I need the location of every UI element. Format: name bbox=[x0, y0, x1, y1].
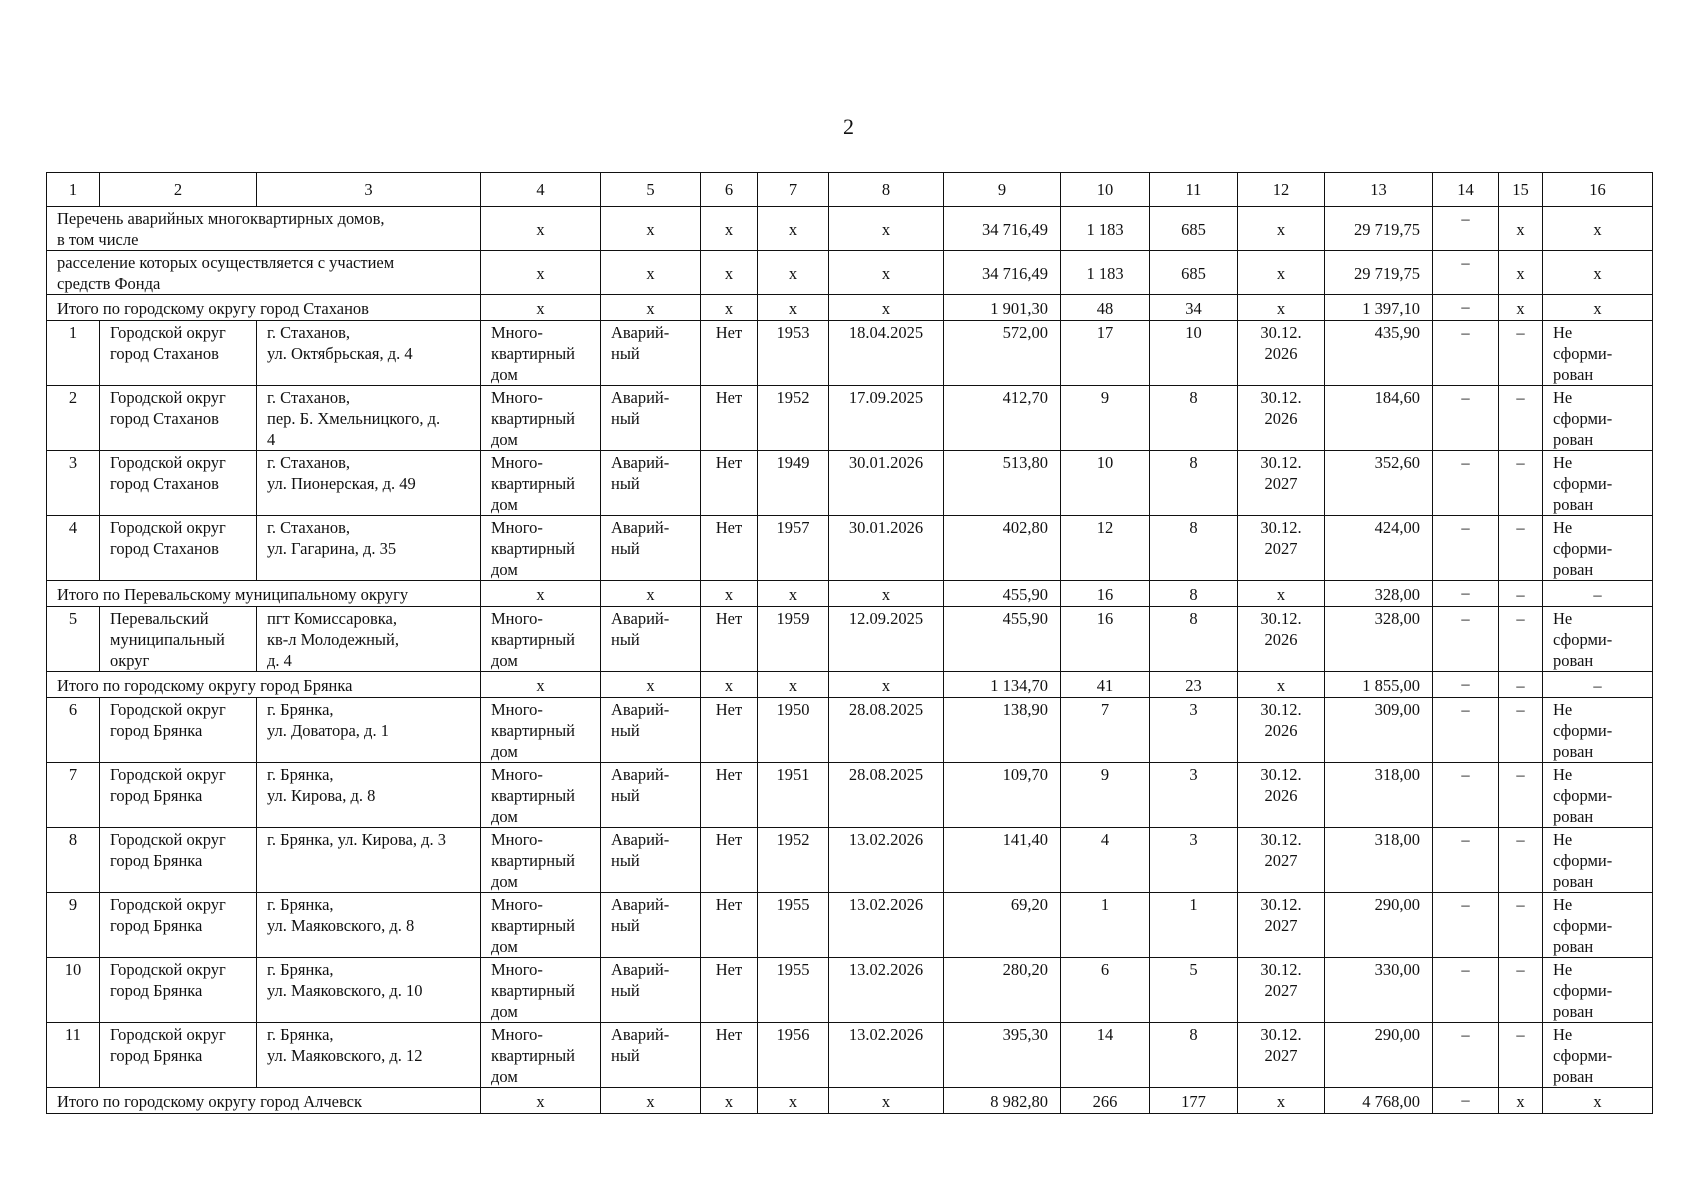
cell: – bbox=[1433, 828, 1499, 893]
year-cell: 1959 bbox=[758, 607, 829, 672]
summary-cell: x bbox=[829, 295, 944, 321]
year-cell: 1952 bbox=[758, 828, 829, 893]
cell: Нет bbox=[701, 516, 758, 581]
table-row bbox=[47, 1023, 1653, 1088]
date-cell: 13.02.2026 bbox=[829, 1023, 944, 1088]
cell: – bbox=[1433, 451, 1499, 516]
summary-cell: x bbox=[481, 672, 601, 698]
summary-cell: x bbox=[601, 295, 701, 321]
table-row bbox=[47, 893, 1653, 958]
cost-cell: 328,00 bbox=[1325, 607, 1433, 672]
cell: 10 bbox=[1150, 321, 1238, 386]
cell: 8 bbox=[1150, 386, 1238, 451]
summary-cell: x bbox=[1543, 1088, 1653, 1114]
cell: – bbox=[1499, 451, 1543, 516]
column-number: 10 bbox=[1061, 173, 1150, 207]
summary-cell: x bbox=[1543, 251, 1653, 295]
date-cell: 13.02.2026 bbox=[829, 893, 944, 958]
column-number: 11 bbox=[1150, 173, 1238, 207]
cell: Нет bbox=[701, 321, 758, 386]
year-cell: 1951 bbox=[758, 763, 829, 828]
cell: 12 bbox=[1061, 516, 1150, 581]
emergency-housing-table bbox=[46, 172, 1653, 1114]
row-number: 10 bbox=[47, 958, 100, 1023]
column-number: 16 bbox=[1543, 173, 1653, 207]
cell: 8 bbox=[1150, 516, 1238, 581]
building-type-cell: Много- квартирный дом bbox=[481, 321, 601, 386]
cell: 3 bbox=[1150, 763, 1238, 828]
cell: 17 bbox=[1061, 321, 1150, 386]
cell: 3 bbox=[1150, 698, 1238, 763]
summary-cell: – bbox=[1433, 207, 1499, 251]
cell: 1 bbox=[1150, 893, 1238, 958]
summary-cell: x bbox=[829, 251, 944, 295]
cell: – bbox=[1499, 516, 1543, 581]
district-cell: Городской округ город Брянка bbox=[100, 958, 257, 1023]
summary-cell: x bbox=[701, 1088, 758, 1114]
address-cell: пгт Комиссаровка, кв-л Молодежный, д. 4 bbox=[257, 607, 481, 672]
address-cell: г. Стаханов, пер. Б. Хмельницкого, д. 4 bbox=[257, 386, 481, 451]
cell: – bbox=[1499, 958, 1543, 1023]
resettlement-cell: Не сформи- рован bbox=[1543, 893, 1653, 958]
table-row bbox=[47, 607, 1653, 672]
date-cell: 30.01.2026 bbox=[829, 516, 944, 581]
deadline-cell: 30.12. 2027 bbox=[1238, 516, 1325, 581]
column-number: 8 bbox=[829, 173, 944, 207]
summary-label: Итого по городскому округу город Брянка bbox=[47, 672, 481, 698]
summary-row bbox=[47, 581, 1653, 607]
cell: – bbox=[1433, 1023, 1499, 1088]
summary-cell: x bbox=[1499, 1088, 1543, 1114]
summary-cell: 34 bbox=[1150, 295, 1238, 321]
date-cell: 28.08.2025 bbox=[829, 698, 944, 763]
resettlement-cell: Не сформи- рован bbox=[1543, 451, 1653, 516]
row-number: 6 bbox=[47, 698, 100, 763]
date-cell: 12.09.2025 bbox=[829, 607, 944, 672]
cell: Нет bbox=[701, 386, 758, 451]
column-number: 7 bbox=[758, 173, 829, 207]
summary-cell: x bbox=[701, 295, 758, 321]
row-number: 1 bbox=[47, 321, 100, 386]
deadline-cell: 30.12. 2026 bbox=[1238, 607, 1325, 672]
cell: 5 bbox=[1150, 958, 1238, 1023]
district-cell: Городской округ город Брянка bbox=[100, 1023, 257, 1088]
table-row bbox=[47, 828, 1653, 893]
date-cell: 13.02.2026 bbox=[829, 828, 944, 893]
summary-cell: x bbox=[601, 581, 701, 607]
area-cell: 141,40 bbox=[944, 828, 1061, 893]
address-cell: г. Брянка, ул. Доватора, д. 1 bbox=[257, 698, 481, 763]
building-type-cell: Много- квартирный дом bbox=[481, 893, 601, 958]
resettlement-cell: Не сформи- рован bbox=[1543, 1023, 1653, 1088]
year-cell: 1956 bbox=[758, 1023, 829, 1088]
table-row bbox=[47, 321, 1653, 386]
deadline-cell: 30.12. 2027 bbox=[1238, 893, 1325, 958]
column-number: 6 bbox=[701, 173, 758, 207]
address-cell: г. Стаханов, ул. Октябрьская, д. 4 bbox=[257, 321, 481, 386]
summary-cell: x bbox=[758, 672, 829, 698]
column-number: 1 bbox=[47, 173, 100, 207]
table-row bbox=[47, 763, 1653, 828]
summary-cell: – bbox=[1433, 1088, 1499, 1114]
summary-cell: x bbox=[601, 207, 701, 251]
cell: – bbox=[1433, 763, 1499, 828]
summary-cell: 266 bbox=[1061, 1088, 1150, 1114]
row-number: 2 bbox=[47, 386, 100, 451]
summary-cell: 16 bbox=[1061, 581, 1150, 607]
cell: – bbox=[1433, 607, 1499, 672]
summary-area: 34 716,49 bbox=[944, 207, 1061, 251]
summary-cell: x bbox=[601, 1088, 701, 1114]
cost-cell: 309,00 bbox=[1325, 698, 1433, 763]
row-number: 5 bbox=[47, 607, 100, 672]
summary-cell: x bbox=[1238, 1088, 1325, 1114]
status-cell: Аварий- ный bbox=[601, 828, 701, 893]
summary-cost: 1 855,00 bbox=[1325, 672, 1433, 698]
cell: 4 bbox=[1061, 828, 1150, 893]
summary-cell: x bbox=[1238, 295, 1325, 321]
summary-cell: 23 bbox=[1150, 672, 1238, 698]
area-cell: 513,80 bbox=[944, 451, 1061, 516]
cell: 8 bbox=[1150, 607, 1238, 672]
district-cell: Перевальский муниципальный округ bbox=[100, 607, 257, 672]
summary-cell: x bbox=[481, 295, 601, 321]
summary-area: 1 134,70 bbox=[944, 672, 1061, 698]
area-cell: 412,70 bbox=[944, 386, 1061, 451]
cell: 6 bbox=[1061, 958, 1150, 1023]
cell: 9 bbox=[1061, 386, 1150, 451]
deadline-cell: 30.12. 2026 bbox=[1238, 698, 1325, 763]
summary-cell: x bbox=[1238, 672, 1325, 698]
year-cell: 1953 bbox=[758, 321, 829, 386]
summary-cell: x bbox=[758, 207, 829, 251]
summary-cell: x bbox=[481, 207, 601, 251]
cell: Нет bbox=[701, 763, 758, 828]
building-type-cell: Много- квартирный дом bbox=[481, 451, 601, 516]
summary-cell: 685 bbox=[1150, 207, 1238, 251]
summary-cell: x bbox=[701, 251, 758, 295]
cost-cell: 424,00 bbox=[1325, 516, 1433, 581]
area-cell: 109,70 bbox=[944, 763, 1061, 828]
cell: Нет bbox=[701, 828, 758, 893]
resettlement-cell: Не сформи- рован bbox=[1543, 763, 1653, 828]
summary-cell: 8 bbox=[1150, 581, 1238, 607]
summary-area: 8 982,80 bbox=[944, 1088, 1061, 1114]
column-number-row bbox=[47, 173, 1653, 207]
district-cell: Городской округ город Брянка bbox=[100, 828, 257, 893]
summary-cell: 1 183 bbox=[1061, 207, 1150, 251]
column-number: 2 bbox=[100, 173, 257, 207]
cell: – bbox=[1499, 828, 1543, 893]
address-cell: г. Стаханов, ул. Гагарина, д. 35 bbox=[257, 516, 481, 581]
address-cell: г. Брянка, ул. Маяковского, д. 10 bbox=[257, 958, 481, 1023]
cost-cell: 330,00 bbox=[1325, 958, 1433, 1023]
cell: Нет bbox=[701, 1023, 758, 1088]
row-number: 9 bbox=[47, 893, 100, 958]
summary-cell: x bbox=[829, 207, 944, 251]
resettlement-cell: Не сформи- рован bbox=[1543, 828, 1653, 893]
column-number: 3 bbox=[257, 173, 481, 207]
status-cell: Аварий- ный bbox=[601, 1023, 701, 1088]
address-cell: г. Брянка, ул. Кирова, д. 8 bbox=[257, 763, 481, 828]
status-cell: Аварий- ный bbox=[601, 516, 701, 581]
summary-area: 455,90 bbox=[944, 581, 1061, 607]
summary-row bbox=[47, 295, 1653, 321]
resettlement-cell: Не сформи- рован bbox=[1543, 698, 1653, 763]
status-cell: Аварий- ный bbox=[601, 321, 701, 386]
summary-cell: x bbox=[1543, 207, 1653, 251]
cell: – bbox=[1433, 958, 1499, 1023]
cell: 1 bbox=[1061, 893, 1150, 958]
summary-row bbox=[47, 672, 1653, 698]
cell: – bbox=[1499, 763, 1543, 828]
cost-cell: 184,60 bbox=[1325, 386, 1433, 451]
district-cell: Городской округ город Стаханов bbox=[100, 516, 257, 581]
page-number: 2 bbox=[843, 114, 854, 139]
summary-row bbox=[47, 1088, 1653, 1114]
date-cell: 18.04.2025 bbox=[829, 321, 944, 386]
address-cell: г. Брянка, ул. Маяковского, д. 12 bbox=[257, 1023, 481, 1088]
deadline-cell: 30.12. 2026 bbox=[1238, 386, 1325, 451]
column-number: 14 bbox=[1433, 173, 1499, 207]
area-cell: 138,90 bbox=[944, 698, 1061, 763]
column-number: 13 bbox=[1325, 173, 1433, 207]
resettlement-cell: Не сформи- рован bbox=[1543, 958, 1653, 1023]
cell: 7 bbox=[1061, 698, 1150, 763]
column-number: 5 bbox=[601, 173, 701, 207]
area-cell: 455,90 bbox=[944, 607, 1061, 672]
building-type-cell: Много- квартирный дом bbox=[481, 516, 601, 581]
cell: Нет bbox=[701, 607, 758, 672]
summary-cell: x bbox=[1238, 581, 1325, 607]
summary-cell: x bbox=[829, 672, 944, 698]
cell: 16 bbox=[1061, 607, 1150, 672]
cell: – bbox=[1499, 607, 1543, 672]
cell: – bbox=[1433, 893, 1499, 958]
status-cell: Аварий- ный bbox=[601, 893, 701, 958]
summary-cell: 48 bbox=[1061, 295, 1150, 321]
summary-cost: 4 768,00 bbox=[1325, 1088, 1433, 1114]
deadline-cell: 30.12. 2027 bbox=[1238, 828, 1325, 893]
year-cell: 1955 bbox=[758, 893, 829, 958]
cell: 8 bbox=[1150, 451, 1238, 516]
status-cell: Аварий- ный bbox=[601, 958, 701, 1023]
cell: – bbox=[1433, 516, 1499, 581]
status-cell: Аварий- ный bbox=[601, 451, 701, 516]
cell: 10 bbox=[1061, 451, 1150, 516]
column-number: 15 bbox=[1499, 173, 1543, 207]
district-cell: Городской округ город Брянка bbox=[100, 698, 257, 763]
cell: – bbox=[1499, 893, 1543, 958]
year-cell: 1949 bbox=[758, 451, 829, 516]
area-cell: 395,30 bbox=[944, 1023, 1061, 1088]
date-cell: 17.09.2025 bbox=[829, 386, 944, 451]
area-cell: 402,80 bbox=[944, 516, 1061, 581]
row-number: 11 bbox=[47, 1023, 100, 1088]
column-number: 12 bbox=[1238, 173, 1325, 207]
row-number: 4 bbox=[47, 516, 100, 581]
status-cell: Аварий- ный bbox=[601, 698, 701, 763]
address-cell: г. Брянка, ул. Кирова, д. 3 bbox=[257, 828, 481, 893]
table-row bbox=[47, 386, 1653, 451]
cell: Нет bbox=[701, 698, 758, 763]
summary-cost: 328,00 bbox=[1325, 581, 1433, 607]
year-cell: 1955 bbox=[758, 958, 829, 1023]
resettlement-cell: Не сформи- рован bbox=[1543, 516, 1653, 581]
summary-cell: – bbox=[1433, 251, 1499, 295]
summary-area: 34 716,49 bbox=[944, 251, 1061, 295]
summary-cell: – bbox=[1499, 672, 1543, 698]
column-number: 4 bbox=[481, 173, 601, 207]
summary-cost: 1 397,10 bbox=[1325, 295, 1433, 321]
cell: – bbox=[1433, 386, 1499, 451]
summary-cost: 29 719,75 bbox=[1325, 207, 1433, 251]
building-type-cell: Много- квартирный дом bbox=[481, 607, 601, 672]
cell: – bbox=[1499, 1023, 1543, 1088]
summary-cell: x bbox=[758, 295, 829, 321]
date-cell: 28.08.2025 bbox=[829, 763, 944, 828]
cost-cell: 352,60 bbox=[1325, 451, 1433, 516]
summary-label: Итого по Перевальскому муниципальному округу bbox=[47, 581, 481, 607]
summary-cell: x bbox=[1238, 207, 1325, 251]
summary-label: Итого по городскому округу город Алчевск bbox=[47, 1088, 481, 1114]
summary-cell: – bbox=[1543, 581, 1653, 607]
cell: 14 bbox=[1061, 1023, 1150, 1088]
cell: 9 bbox=[1061, 763, 1150, 828]
summary-cell: x bbox=[701, 207, 758, 251]
summary-cell: x bbox=[481, 581, 601, 607]
cell: 3 bbox=[1150, 828, 1238, 893]
building-type-cell: Много- квартирный дом bbox=[481, 386, 601, 451]
district-cell: Городской округ город Брянка bbox=[100, 763, 257, 828]
column-number: 9 bbox=[944, 173, 1061, 207]
summary-cell: 685 bbox=[1150, 251, 1238, 295]
cost-cell: 318,00 bbox=[1325, 828, 1433, 893]
summary-cell: x bbox=[1499, 207, 1543, 251]
cost-cell: 290,00 bbox=[1325, 1023, 1433, 1088]
cell: – bbox=[1499, 698, 1543, 763]
cost-cell: 435,90 bbox=[1325, 321, 1433, 386]
summary-cell: 1 183 bbox=[1061, 251, 1150, 295]
summary-cell: x bbox=[1499, 295, 1543, 321]
cell: – bbox=[1433, 698, 1499, 763]
row-number: 7 bbox=[47, 763, 100, 828]
resettlement-cell: Не сформи- рован bbox=[1543, 321, 1653, 386]
deadline-cell: 30.12. 2027 bbox=[1238, 958, 1325, 1023]
row-number: 3 bbox=[47, 451, 100, 516]
year-cell: 1952 bbox=[758, 386, 829, 451]
cell: – bbox=[1433, 321, 1499, 386]
summary-row bbox=[47, 251, 1653, 295]
district-cell: Городской округ город Стаханов bbox=[100, 321, 257, 386]
summary-cell: 177 bbox=[1150, 1088, 1238, 1114]
address-cell: г. Брянка, ул. Маяковского, д. 8 bbox=[257, 893, 481, 958]
summary-cell: – bbox=[1433, 581, 1499, 607]
summary-area: 1 901,30 bbox=[944, 295, 1061, 321]
area-cell: 280,20 bbox=[944, 958, 1061, 1023]
summary-cell: – bbox=[1543, 672, 1653, 698]
resettlement-cell: Не сформи- рован bbox=[1543, 386, 1653, 451]
deadline-cell: 30.12. 2027 bbox=[1238, 451, 1325, 516]
summary-label: Итого по городскому округу город Стаханов bbox=[47, 295, 481, 321]
resettlement-cell: Не сформи- рован bbox=[1543, 607, 1653, 672]
summary-cell: x bbox=[601, 672, 701, 698]
area-cell: 572,00 bbox=[944, 321, 1061, 386]
summary-label: расселение которых осуществляется с участием средств Фонда bbox=[47, 251, 481, 295]
date-cell: 13.02.2026 bbox=[829, 958, 944, 1023]
cell: Нет bbox=[701, 451, 758, 516]
summary-cell: x bbox=[1499, 251, 1543, 295]
year-cell: 1957 bbox=[758, 516, 829, 581]
building-type-cell: Много- квартирный дом bbox=[481, 1023, 601, 1088]
table-row bbox=[47, 451, 1653, 516]
cost-cell: 290,00 bbox=[1325, 893, 1433, 958]
cell: 8 bbox=[1150, 1023, 1238, 1088]
area-cell: 69,20 bbox=[944, 893, 1061, 958]
deadline-cell: 30.12. 2027 bbox=[1238, 1023, 1325, 1088]
year-cell: 1950 bbox=[758, 698, 829, 763]
table-row bbox=[47, 516, 1653, 581]
summary-cell: x bbox=[1543, 295, 1653, 321]
cell: Нет bbox=[701, 893, 758, 958]
summary-label: Перечень аварийных многоквартирных домов, в том числе bbox=[47, 207, 481, 251]
summary-cell: x bbox=[1238, 251, 1325, 295]
status-cell: Аварий- ный bbox=[601, 386, 701, 451]
summary-cell: – bbox=[1433, 672, 1499, 698]
building-type-cell: Много- квартирный дом bbox=[481, 828, 601, 893]
summary-cell: x bbox=[829, 1088, 944, 1114]
summary-cell: x bbox=[701, 581, 758, 607]
cell: – bbox=[1499, 321, 1543, 386]
summary-cell: x bbox=[481, 1088, 601, 1114]
summary-row bbox=[47, 207, 1653, 251]
table-row bbox=[47, 698, 1653, 763]
status-cell: Аварий- ный bbox=[601, 763, 701, 828]
cost-cell: 318,00 bbox=[1325, 763, 1433, 828]
address-cell: г. Стаханов, ул. Пионерская, д. 49 bbox=[257, 451, 481, 516]
cell: Нет bbox=[701, 958, 758, 1023]
building-type-cell: Много- квартирный дом bbox=[481, 958, 601, 1023]
summary-cost: 29 719,75 bbox=[1325, 251, 1433, 295]
summary-cell: – bbox=[1499, 581, 1543, 607]
summary-cell: – bbox=[1433, 295, 1499, 321]
summary-cell: 41 bbox=[1061, 672, 1150, 698]
status-cell: Аварий- ный bbox=[601, 607, 701, 672]
district-cell: Городской округ город Брянка bbox=[100, 893, 257, 958]
summary-cell: x bbox=[481, 251, 601, 295]
district-cell: Городской округ город Стаханов bbox=[100, 451, 257, 516]
district-cell: Городской округ город Стаханов bbox=[100, 386, 257, 451]
summary-cell: x bbox=[758, 1088, 829, 1114]
summary-cell: x bbox=[758, 251, 829, 295]
building-type-cell: Много- квартирный дом bbox=[481, 698, 601, 763]
date-cell: 30.01.2026 bbox=[829, 451, 944, 516]
row-number: 8 bbox=[47, 828, 100, 893]
summary-cell: x bbox=[601, 251, 701, 295]
building-type-cell: Много- квартирный дом bbox=[481, 763, 601, 828]
deadline-cell: 30.12. 2026 bbox=[1238, 763, 1325, 828]
summary-cell: x bbox=[758, 581, 829, 607]
deadline-cell: 30.12. 2026 bbox=[1238, 321, 1325, 386]
table-row bbox=[47, 958, 1653, 1023]
summary-cell: x bbox=[829, 581, 944, 607]
summary-cell: x bbox=[701, 672, 758, 698]
cell: – bbox=[1499, 386, 1543, 451]
